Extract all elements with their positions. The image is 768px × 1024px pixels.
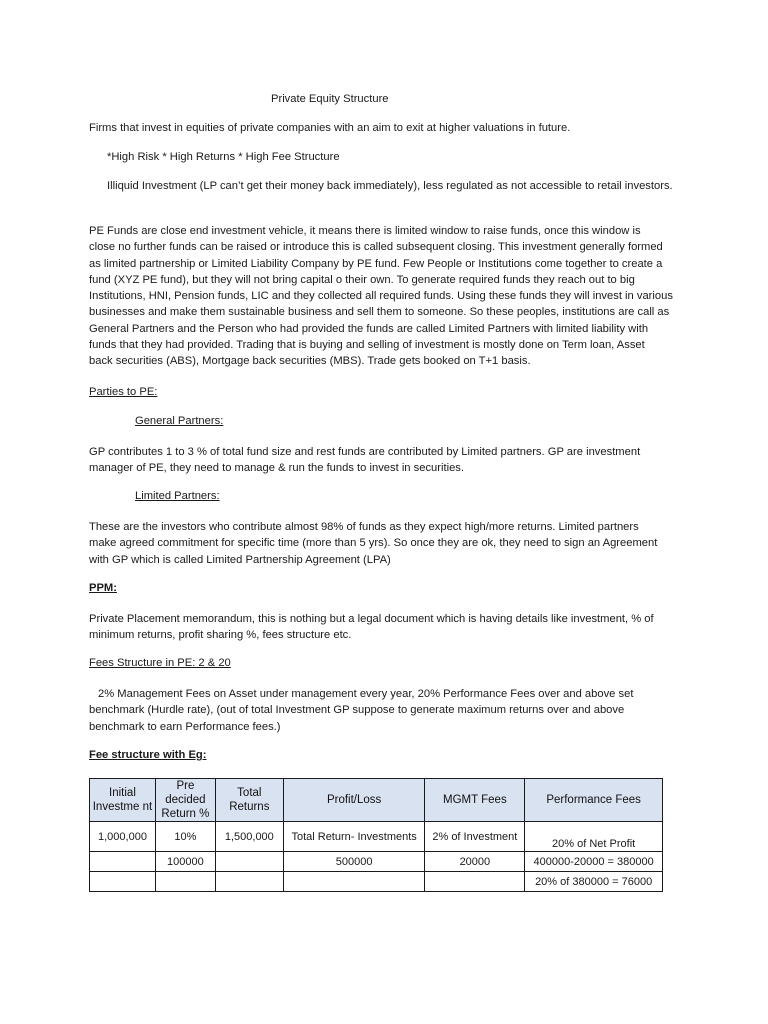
paragraph-line: GP contributes 1 to 3 % of total fund size and rest funds are contributed by Limited partners. GP are investment: [89, 446, 641, 458]
table-cell: 20% of Net Profit: [525, 822, 663, 852]
paragraph-line: as limited partnership or Limited Liability Company by PE fund. Few People or Institutions come together to create a: [89, 257, 663, 270]
fee-structure-table: [89, 778, 663, 892]
table-cell: 10%: [155, 822, 215, 852]
ppm-heading: PPM:: [89, 582, 117, 594]
table-cell: 2% of Investment: [425, 822, 525, 852]
table-row: [90, 852, 663, 872]
fees-paragraph: [89, 686, 633, 735]
table-cell: 1,000,000: [90, 822, 156, 852]
lp-paragraph: [89, 519, 657, 568]
table-cell: 100000: [155, 852, 215, 872]
table-cell: [215, 852, 283, 872]
table-cell: [90, 872, 156, 892]
fee-example-heading: Fee structure with Eg:: [89, 749, 207, 761]
table-cell: 20% of 380000 = 76000: [525, 872, 663, 892]
paragraph-line: back securities (ABS), Mortgage back securities (MBS). Trade gets booked on T+1 basis.: [89, 355, 531, 368]
header-mgmt-fees: MGMT Fees: [425, 779, 525, 822]
table-cell: 20000: [425, 852, 525, 872]
document-title: Private Equity Structure: [271, 93, 389, 105]
paragraph-line: Institutions, HNI, Pension funds, LIC and they collected all required funds. Using these funds they will invest in various: [89, 290, 673, 303]
paragraph-line: PE Funds are close end investment vehicle, it means there is limited window to raise funds, once this window is: [89, 225, 641, 237]
paragraph-line: minimum returns, profit sharing %, fees structure etc.: [89, 629, 352, 642]
table-cell: [283, 872, 425, 892]
header-total-returns: Total Returns: [215, 779, 283, 822]
table-cell: Total Return- Investments: [283, 822, 425, 852]
paragraph-line: close no further funds can be raised or introduce this is called subsequent closing. This investment generally formed: [89, 241, 663, 254]
ppm-paragraph: [89, 611, 654, 644]
fees-heading: Fees Structure in PE: 2 & 20: [89, 657, 231, 669]
table-row: [90, 872, 663, 892]
paragraph-line: with GP which is called Limited Partnership Agreement (LPA): [89, 553, 391, 566]
gp-heading: General Partners:: [135, 415, 224, 427]
paragraph-line: fund (XYZ PE fund), but they will not bring capital o their own. To generate required funds they reach out to big: [89, 273, 635, 286]
paragraph-line: 2% Management Fees on Asset under management every year, 20% Performance Fees over and above set: [98, 688, 634, 700]
paragraph-line: make agreed commitment for specific time (more than 5 yrs). So once they are ok, they need to sign an Agreement: [89, 537, 658, 550]
paragraph-line: General Partners and the Person who had provided the funds are called Limited Partners with limited liability with: [89, 322, 649, 335]
table-cell: 400000-20000 = 380000: [525, 852, 663, 872]
table-header-row: [90, 779, 663, 822]
paragraph-line: funds that they had provided. Trading that is buying and selling of investment is mostly done on Term loan, Asset: [89, 339, 645, 352]
paragraph-line: benchmark (Hurdle rate), (out of total Investment GP suppose to generate maximum returns over and above: [89, 704, 625, 717]
gp-paragraph: [89, 444, 640, 477]
bullet-risk: *High Risk * High Returns * High Fee Structure: [107, 151, 340, 163]
paragraph-line: Private Placement memorandum, this is nothing but a legal document which is having details like investment, % of: [89, 613, 654, 625]
lp-heading: Limited Partners:: [135, 490, 220, 502]
table-cell: [425, 872, 525, 892]
paragraph-line: These are the investors who contribute almost 98% of funds as they expect high/more returns. Limited partners: [89, 521, 639, 533]
bullet-illiquid: Illiquid Investment (LP can’t get their money back immediately), less regulated as not accessible to retail investors.: [107, 180, 673, 192]
table-cell: 1,500,000: [215, 822, 283, 852]
header-performance-fees: Performance Fees: [525, 779, 663, 822]
table-cell: [90, 852, 156, 872]
paragraph-line: benchmark to earn Performance fees.): [89, 720, 281, 733]
pe-funds-paragraph: [89, 223, 673, 370]
table-row: [90, 822, 663, 852]
header-profit-loss: Profit/Loss: [283, 779, 425, 822]
paragraph-line: manager of PE, they need to manage & run the funds to invest in securities.: [89, 462, 464, 475]
header-initial-investment: Initial Investme nt: [90, 779, 156, 822]
paragraph-line: businesses and make them sustainable business and sell them to someone. So these peoples, institutions are call as: [89, 306, 670, 319]
table-cell: [215, 872, 283, 892]
table-cell: 500000: [283, 852, 425, 872]
parties-heading: Parties to PE:: [89, 386, 158, 398]
table-cell: [155, 872, 215, 892]
header-pre-decided-return: Pre decided Return %: [155, 779, 215, 822]
intro-text: Firms that invest in equities of private companies with an aim to exit at higher valuations in future.: [89, 122, 571, 134]
